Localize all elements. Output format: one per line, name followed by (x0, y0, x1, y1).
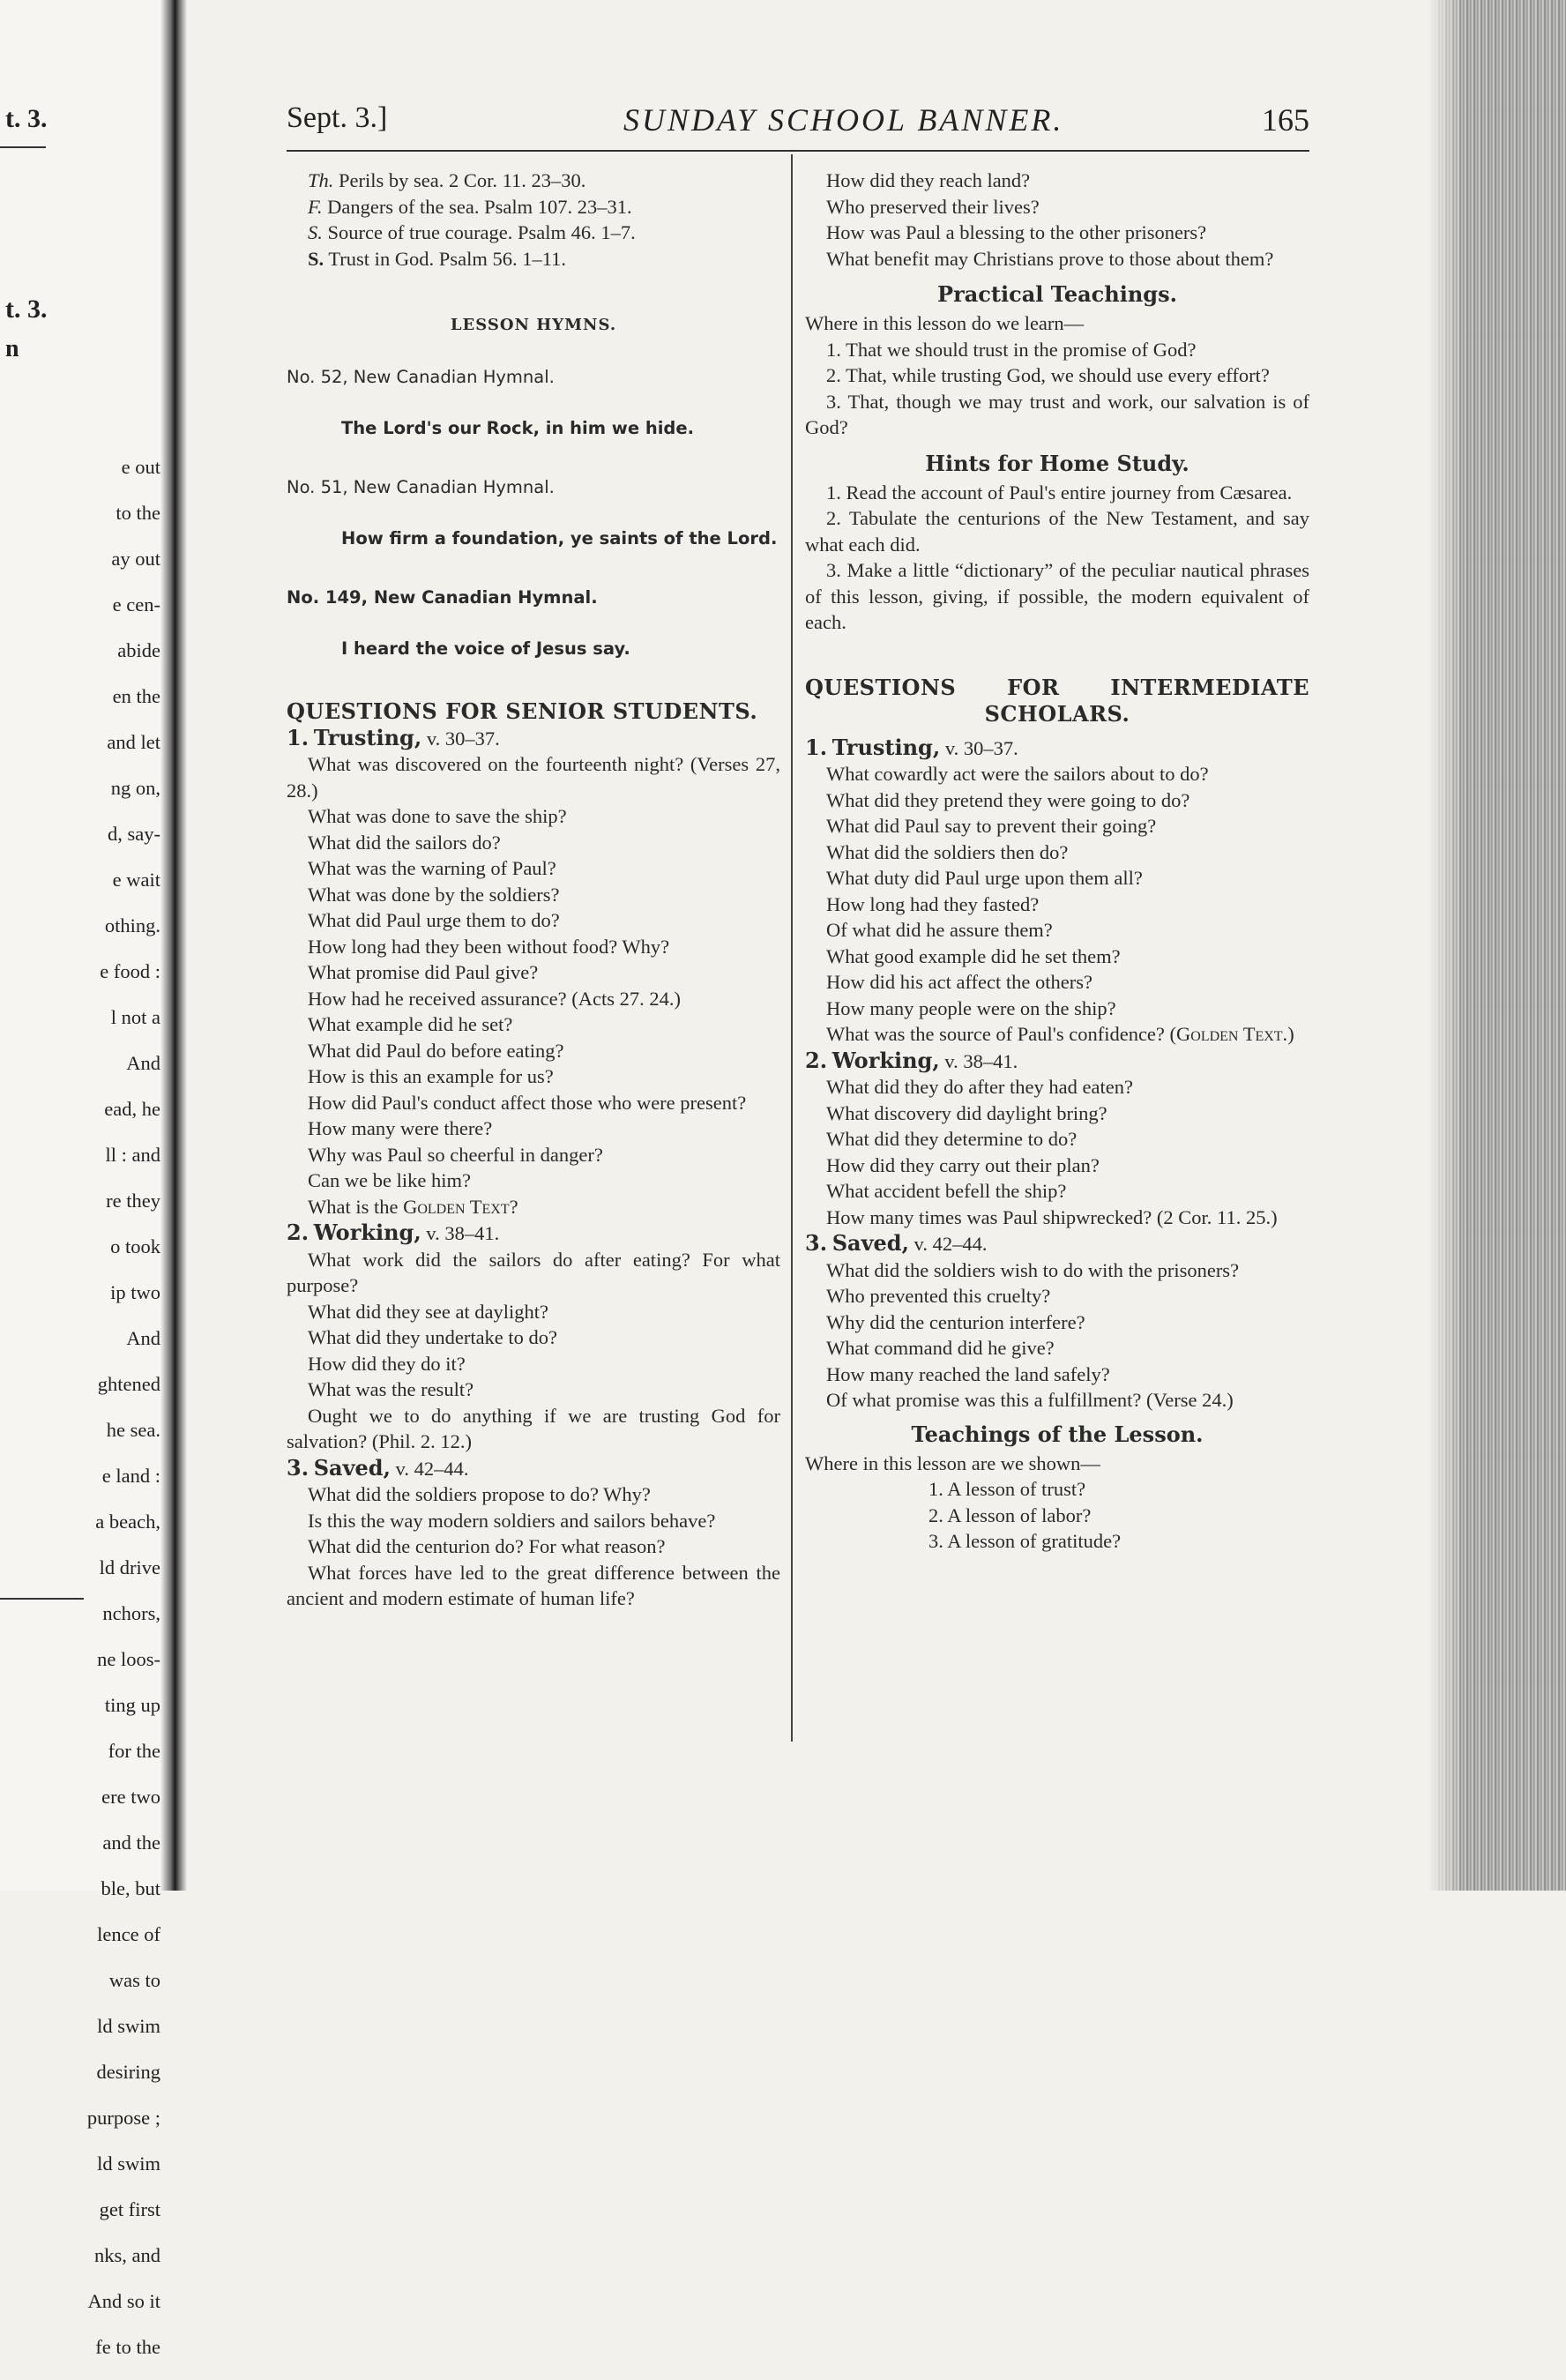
hints-list (805, 480, 1309, 636)
hint-item: 2. Tabulate the centurions of the New Testament, and say what each did. (805, 507, 1309, 556)
question-text: What is the (308, 1195, 399, 1218)
prev-page-fragment: o took (110, 1235, 160, 1257)
senior-section-2-questions (287, 1247, 780, 1455)
section-number: 1. (805, 734, 828, 760)
teaching-item: 1. A lesson of trust? (928, 1478, 1086, 1500)
intermediate-questions-heading: QUESTIONS FOR INTERMEDIATE SCHOLARS. (805, 674, 1309, 727)
prev-page-fragment: fe to the (95, 2335, 160, 2358)
section-title: Working, (831, 1047, 940, 1073)
question: How did his act affect the others? (826, 971, 1092, 993)
question-text-end: ? (509, 1195, 518, 1218)
prev-page-fragment: lence of (97, 1922, 160, 1945)
section-ref: v. 30–37. (426, 727, 500, 750)
hymn-ref: No. 52, New Canadian Hymnal. (287, 367, 555, 387)
question: How did they do it? (308, 1352, 466, 1375)
prev-page-fragment: he sea. (106, 1418, 160, 1441)
daily-reading (308, 246, 780, 272)
prev-page-fragment: en the (112, 684, 160, 707)
teaching-item: 2. A lesson of labor? (928, 1503, 1092, 1526)
question (287, 1194, 780, 1220)
hint-item: 3. Make a little “dictionary” of the peculiar nautical phrases of this lesson, giving, if possible, the modern equivalent of each. (805, 559, 1309, 633)
previous-page-edge (0, 0, 160, 2358)
prev-page-header: t. 3. (5, 104, 48, 133)
prev-page-bottom-rule (0, 1598, 84, 1600)
senior-section-3-title (287, 1455, 780, 1482)
question: What did Paul say to prevent their going? (826, 815, 1157, 837)
question: What forces have led to the great difference between the ancient and modern estimate of human life? (287, 1561, 780, 1609)
question: Why did the centurion interfere? (826, 1310, 1085, 1333)
prev-page-fragment: e out (121, 455, 160, 478)
senior-section-1-title (287, 725, 780, 752)
intermediate-section-3-title (805, 1230, 1309, 1257)
question: What was done by the soldiers? (308, 883, 560, 906)
question: What was discovered on the fourteenth night? (Verses 27, 28.) (287, 753, 780, 802)
prev-page-fragment: nks, and (94, 2243, 160, 2266)
senior-section-3-questions (287, 1481, 780, 1612)
question: Is this the way modern soldiers and sailors behave? (308, 1509, 716, 1532)
question: What did Paul do before eating? (308, 1039, 564, 1062)
question: What did they do after they had eaten? (826, 1076, 1133, 1098)
daily-reading (308, 194, 780, 220)
section-number: 1. (287, 724, 309, 750)
prev-page-fragment: ll : and (105, 1143, 160, 1166)
section-number: 3. (805, 1230, 828, 1256)
question: What benefit may Christians prove to those about them? (826, 247, 1274, 270)
reading-text: Perils by sea. 2 Cor. 11. 23–30. (339, 169, 586, 191)
question: What did the soldiers propose to do? Why? (308, 1483, 651, 1505)
day-label: S. (308, 221, 323, 243)
question: What was done to save the ship? (308, 805, 567, 827)
hymn-line: The Lord's our Rock, in him we hide. (341, 417, 694, 438)
running-head-date: Sept. 3.] (287, 101, 388, 134)
daily-reading (308, 220, 780, 246)
question: How did they reach land? (826, 169, 1031, 191)
hint-item: 1. Read the account of Paul's entire journey from Cæsarea. (826, 481, 1293, 504)
question: What command did he give? (826, 1337, 1055, 1359)
right-column (805, 168, 1309, 1555)
prev-page-rule (0, 146, 46, 148)
prev-page-subheader: t. 3. (5, 295, 48, 324)
hymn-list (287, 364, 780, 661)
intermediate-section-2-questions (805, 1074, 1309, 1230)
prev-page-fragment: ld drive (99, 1556, 160, 1578)
book-gutter (160, 0, 187, 1891)
prev-page-fragment: And (126, 1326, 160, 1349)
prev-page-fragment: And so it (87, 2289, 160, 2312)
prev-page-fragment: othing. (104, 914, 160, 936)
section-ref: v. 38–41. (944, 1049, 1018, 1072)
prev-page-fragment: ead, he (104, 1097, 160, 1120)
section-ref: v. 42–44. (395, 1457, 469, 1480)
prev-page-fragment: e cen- (112, 593, 160, 616)
day-label: Th. (308, 169, 334, 191)
question: What accident befell the ship? (826, 1180, 1067, 1202)
day-label: S. (308, 247, 324, 270)
prev-page-fragment: to the (116, 501, 160, 524)
section-ref: v. 30–37. (944, 736, 1018, 759)
prev-page-fragment: abide (117, 638, 160, 661)
section-title: Saved, (831, 1230, 909, 1256)
prev-page-fragment: ne loos- (97, 1647, 160, 1670)
section-number: 2. (805, 1047, 828, 1073)
prev-page-fragment: ld swim (97, 2152, 160, 2175)
question (805, 1021, 1309, 1048)
question: What did Paul urge them to do? (308, 909, 560, 931)
question-text: What was the source of Paul's confidence? ( (826, 1023, 1177, 1045)
prev-page-fragment: ting up (104, 1693, 160, 1716)
teachings-list (805, 1476, 1309, 1555)
question: What did they undertake to do? (308, 1326, 558, 1348)
prev-page-fragment: and the (102, 1831, 160, 1854)
prev-page-fragment: re they (106, 1189, 160, 1212)
prev-page-fragment: e wait (112, 868, 160, 891)
book-page-edges (1428, 0, 1566, 1891)
practical-teachings-list (805, 337, 1309, 441)
prev-page-fragment: ghtened (97, 1372, 160, 1395)
question: How long had they fasted? (826, 892, 1040, 915)
question: How many were there? (308, 1117, 493, 1139)
practical-item: 2. That, while trusting God, we should use every effort? (826, 364, 1270, 386)
prev-page-fragment: ere two (101, 1785, 160, 1808)
question: What discovery did daylight bring? (826, 1101, 1107, 1124)
question: What did they see at daylight? (308, 1300, 549, 1323)
senior-section-1-questions (287, 751, 780, 1194)
question: What good example did he set them? (826, 944, 1121, 967)
question: What was the result? (308, 1378, 474, 1400)
question: Of what did he assure them? (826, 919, 1053, 941)
prev-page-fragment: l not a (110, 1005, 160, 1028)
question: Why was Paul so cheerful in danger? (308, 1143, 603, 1166)
reading-text: Trust in God. Psalm 56. 1–11. (328, 247, 566, 270)
prev-page-fragment: a beach, (95, 1510, 160, 1533)
senior-section-2-title (287, 1220, 780, 1247)
teaching-item: 3. A lesson of gratitude? (928, 1530, 1122, 1552)
question: How did Paul's conduct affect those who were present? (308, 1091, 747, 1114)
header-rule (287, 150, 1309, 152)
question: What did they determine to do? (826, 1128, 1078, 1150)
question: How many times was Paul shipwrecked? (2 Cor. 11. 25.) (826, 1205, 1278, 1228)
prev-page-fragment: desiring (96, 2060, 160, 2083)
prev-page-fragment: get first (99, 2197, 160, 2220)
practical-item: 1. That we should trust in the promise of God? (826, 338, 1197, 361)
question: How was Paul a blessing to the other prisoners? (826, 221, 1207, 243)
golden-text-ref: Golden Text. (1176, 1023, 1288, 1045)
page (187, 0, 1428, 1891)
section-ref: v. 42–44. (914, 1233, 988, 1255)
practical-teachings-heading: Practical Teachings. (937, 281, 1177, 307)
question: How is this an example for us? (308, 1065, 554, 1087)
prev-page-fragment: nchors, (102, 1601, 160, 1624)
hymn-ref: No. 51, New Canadian Hymnal. (287, 477, 555, 497)
question: Ought we to do anything if we are trusting God for salvation? (Phil. 2. 12.) (287, 1404, 780, 1452)
prev-page-fragment: for the (108, 1739, 160, 1762)
prev-page-fragment: and let (107, 730, 160, 753)
prev-page-fragment: purpose ; (86, 2106, 160, 2129)
intermediate-section-2-title (805, 1048, 1309, 1075)
question: What promise did Paul give? (308, 961, 539, 983)
question: What did the soldiers wish to do with the prisoners? (826, 1258, 1240, 1281)
teachings-intro: Where in this lesson are we shown— (805, 1451, 1100, 1474)
hints-heading: Hints for Home Study. (925, 450, 1189, 476)
left-column (287, 168, 780, 1612)
running-head (287, 101, 1309, 145)
question-text-end: ) (1287, 1023, 1294, 1045)
prev-page-fragment: ip two (110, 1280, 160, 1303)
practical-item: 3. That, though we may trust and work, our salvation is of God? (805, 390, 1309, 438)
question: How had he received assurance? (Acts 27. 24.) (308, 987, 681, 1010)
section-title: Working, (313, 1220, 421, 1245)
question: How did they carry out their plan? (826, 1153, 1100, 1176)
question: Of what promise was this a fulfillment? (Verse 24.) (826, 1389, 1234, 1411)
senior-questions-heading: QUESTIONS FOR SENIOR STUDENTS. (287, 698, 758, 724)
reading-text: Dangers of the sea. Psalm 107. 23–31. (327, 195, 632, 218)
running-head-title: SUNDAY SCHOOL BANNER. (623, 102, 1064, 138)
page-number: 165 (1262, 102, 1309, 138)
golden-text-ref: Golden Text (403, 1195, 510, 1218)
lesson-hymns-heading: LESSON HYMNS. (450, 316, 617, 334)
question: What work did the sailors do after eating? For what purpose? (287, 1248, 780, 1296)
column-divider (791, 154, 793, 1742)
daily-readings (287, 168, 780, 272)
section-number: 3. (287, 1454, 309, 1481)
question: What did they pretend they were going to do? (826, 788, 1190, 811)
prev-page-fragment: And (126, 1051, 160, 1074)
intermediate-section-3-questions (805, 1257, 1309, 1414)
prev-page-fragment: ng on, (110, 776, 160, 799)
question: What example did he set? (308, 1013, 513, 1035)
question: What cowardly act were the sailors about to do? (826, 763, 1209, 785)
question: Who prevented this cruelty? (826, 1285, 1051, 1307)
daily-reading (308, 168, 780, 194)
teachings-heading: Teachings of the Lesson. (911, 1421, 1204, 1447)
hymn-ref: No. 149, New Canadian Hymnal. (287, 587, 598, 608)
question: How long had they been without food? Why? (308, 935, 670, 958)
prev-page-fragment: ble, but (101, 1876, 160, 1899)
intermediate-section-1-questions (805, 761, 1309, 1021)
section-number: 2. (287, 1220, 309, 1245)
practical-intro: Where in this lesson do we learn— (805, 312, 1085, 334)
prev-page-fragment: was to (108, 1968, 160, 1991)
prev-page-fragment: ld swim (97, 2014, 160, 2037)
reading-text: Source of true courage. Psalm 46. 1–7. (327, 221, 636, 243)
section-title: Saved, (313, 1454, 391, 1481)
question: Who preserved their lives? (826, 195, 1040, 218)
section-title: Trusting, (313, 724, 422, 750)
hymn-line: How firm a foundation, ye saints of the Lord. (341, 527, 778, 548)
question: Can we be like him? (308, 1169, 471, 1191)
question: What did the sailors do? (308, 831, 501, 854)
question: What was the warning of Paul? (308, 857, 556, 879)
intermediate-section-1-title (805, 735, 1309, 762)
day-label: F. (308, 195, 323, 218)
prev-page-fragment: ay out (111, 547, 160, 570)
prev-page-text-fragments (11, 434, 160, 2380)
prev-page-fragment: e food : (100, 959, 160, 982)
section-ref: v. 38–41. (426, 1222, 500, 1244)
question: What did the soldiers then do? (826, 840, 1069, 863)
question: How many people were on the ship? (826, 996, 1116, 1019)
question: What did the centurion do? For what reason? (308, 1535, 666, 1557)
hymn-line: I heard the voice of Jesus say. (341, 638, 630, 659)
prev-page-fragment: e land : (101, 1464, 160, 1487)
section-title: Trusting, (831, 734, 941, 760)
continued-questions (805, 168, 1309, 272)
prev-page-subheader-2: n (5, 335, 19, 362)
question: How many reached the land safely? (826, 1362, 1110, 1385)
prev-page-fragment: d, say- (108, 822, 160, 845)
question: What duty did Paul urge upon them all? (826, 867, 1143, 889)
